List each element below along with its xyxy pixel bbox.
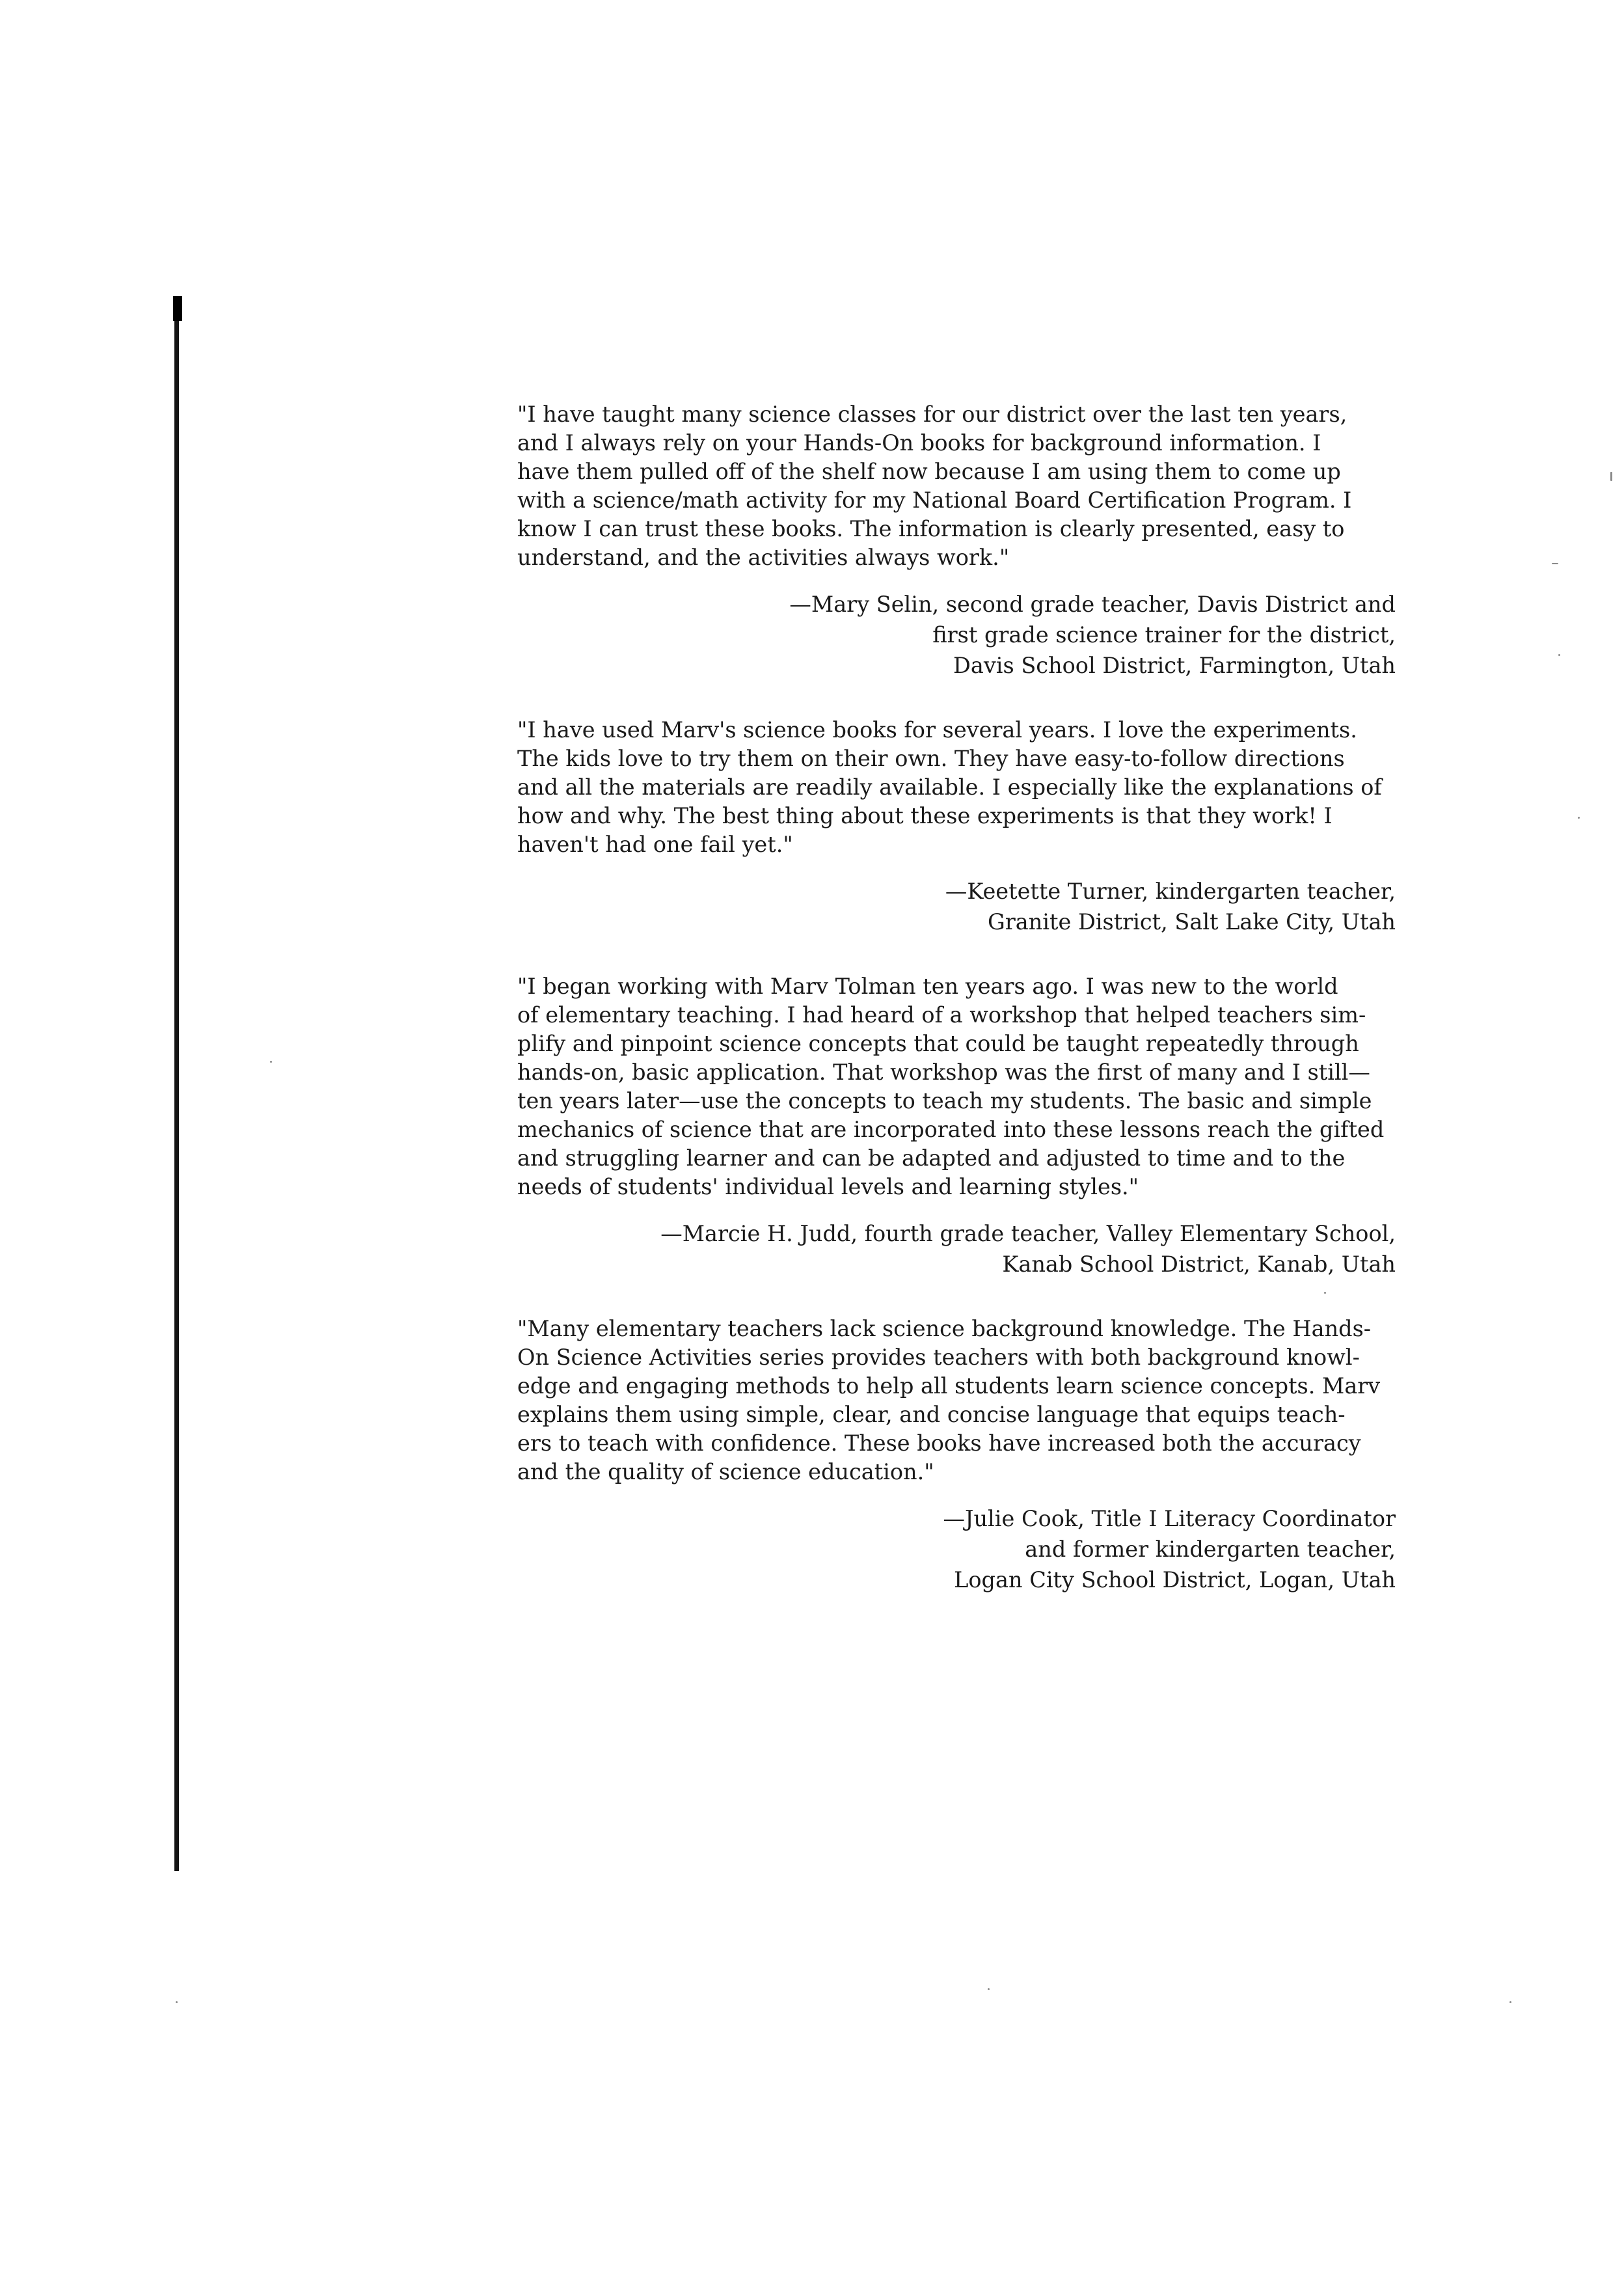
- quote-line: "I have used Marv's science books for several years. I love the experiments.: [517, 717, 1357, 743]
- attribution-line: —Mary Selin, second grade teacher, Davis District and: [789, 592, 1396, 617]
- quote-line: The kids love to try them on their own. They have easy-to-follow directions: [517, 746, 1345, 771]
- testimonial-attribution: [517, 876, 1396, 937]
- testimonial-quote: [517, 400, 1396, 572]
- testimonials: [517, 400, 1396, 1595]
- quote-line: "I have taught many science classes for our district over the last ten years,: [517, 402, 1347, 427]
- binding-edge: [174, 296, 179, 1871]
- testimonial-quote: [517, 1315, 1396, 1486]
- quote-line: with a science/math activity for my National Board Certification Program. I: [517, 487, 1352, 513]
- testimonial-attribution: [517, 589, 1396, 681]
- attribution-line: —Julie Cook, Title I Literacy Coordinator: [943, 1506, 1396, 1531]
- attribution-line: and former kindergarten teacher,: [1025, 1537, 1396, 1562]
- scan-speck: [988, 1988, 990, 1990]
- quote-line: needs of students' individual levels and learning styles.": [517, 1174, 1139, 1199]
- testimonial-2: [517, 716, 1396, 937]
- scan-speck: [270, 1061, 272, 1063]
- quote-line: plify and pinpoint science concepts that could be taught repeatedly through: [517, 1031, 1359, 1056]
- quote-line: edge and engaging methods to help all students learn science concepts. Marv: [517, 1373, 1381, 1399]
- scan-speck: [1610, 472, 1612, 481]
- testimonial-1: [517, 400, 1396, 681]
- quote-line: have them pulled off of the shelf now because I am using them to come up: [517, 459, 1341, 484]
- attribution-line: —Marcie H. Judd, fourth grade teacher, Valley Elementary School,: [660, 1221, 1396, 1246]
- scan-speck: [1509, 2001, 1511, 2003]
- quote-line: know I can trust these books. The information is clearly presented, easy to: [517, 516, 1345, 541]
- quote-line: of elementary teaching. I had heard of a workshop that helped teachers sim-: [517, 1002, 1366, 1028]
- quote-line: "Many elementary teachers lack science background knowledge. The Hands-: [517, 1316, 1372, 1341]
- quote-line: ers to teach with confidence. These books have increased both the accuracy: [517, 1430, 1361, 1456]
- testimonial-quote: [517, 972, 1396, 1201]
- attribution-line: Logan City School District, Logan, Utah: [954, 1567, 1396, 1593]
- quote-line: how and why. The best thing about these experiments is that they work! I: [517, 803, 1333, 828]
- quote-line: and all the materials are readily available. I especially like the explanations of: [517, 774, 1382, 800]
- quote-line: haven't had one fail yet.": [517, 832, 793, 857]
- quote-line: hands-on, basic application. That workshop was the first of many and I still—: [517, 1059, 1370, 1085]
- attribution-line: Davis School District, Farmington, Utah: [953, 653, 1396, 678]
- quote-line: explains them using simple, clear, and concise language that equips teach-: [517, 1402, 1346, 1427]
- quote-line: mechanics of science that are incorporated into these lessons reach the gifted: [517, 1117, 1385, 1142]
- attribution-line: first grade science trainer for the district,: [932, 622, 1396, 648]
- quote-line: and the quality of science education.": [517, 1459, 934, 1484]
- attribution-line: Granite District, Salt Lake City, Utah: [987, 909, 1396, 935]
- testimonial-attribution: [517, 1503, 1396, 1595]
- quote-line: On Science Activities series provides teachers with both background knowl-: [517, 1345, 1360, 1370]
- testimonial-quote: [517, 716, 1396, 859]
- quote-line: and I always rely on your Hands-On books for background information. I: [517, 430, 1321, 456]
- scan-speck: [176, 2001, 178, 2003]
- scan-speck: [1558, 654, 1560, 656]
- binding-edge-top: [173, 296, 182, 321]
- quote-line: and struggling learner and can be adapted and adjusted to time and to the: [517, 1145, 1346, 1171]
- testimonial-4: [517, 1315, 1396, 1595]
- attribution-line: —Keetette Turner, kindergarten teacher,: [945, 879, 1396, 904]
- testimonial-attribution: [517, 1218, 1396, 1279]
- scan-speck: [1578, 817, 1580, 819]
- quote-line: understand, and the activities always work.": [517, 545, 1010, 570]
- testimonial-3: [517, 972, 1396, 1279]
- quote-line: "I began working with Marv Tolman ten years ago. I was new to the world: [517, 974, 1338, 999]
- scan-speck: [1552, 563, 1558, 564]
- attribution-line: Kanab School District, Kanab, Utah: [1002, 1251, 1396, 1277]
- quote-line: ten years later—use the concepts to teach my students. The basic and simple: [517, 1088, 1372, 1114]
